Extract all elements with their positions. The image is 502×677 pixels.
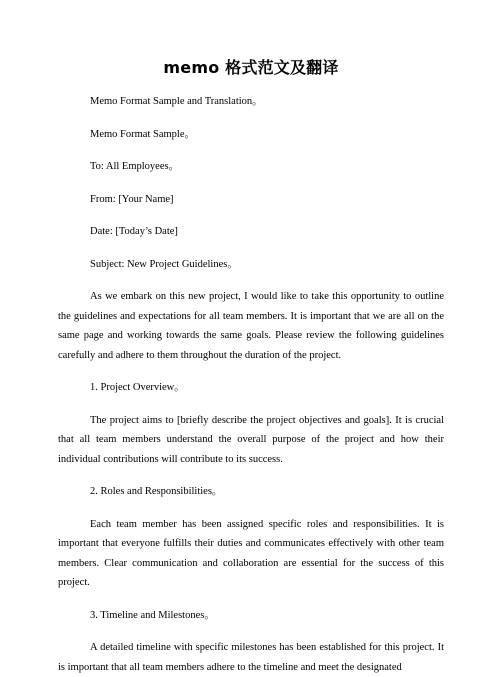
memo-date: Date: [Today’s Date]	[90, 226, 178, 237]
section-heading-overview: 1. Project Overview。	[90, 382, 185, 393]
memo-subheading: Memo Format Sample。	[90, 128, 195, 140]
memo-from: From: [Your Name]	[90, 193, 174, 205]
memo-heading: Memo Format Sample and Translation。	[90, 96, 263, 107]
intro-paragraph: As we embark on this new project, I would like to take this opportunity to outline the guidelines and expectations for all team members. It is important that we are all on the same page and working towards the same goals. Please review the following guidelines carefully and adhere to them throughout the duration of the project.	[58, 291, 444, 361]
section-heading-roles: 2. Roles and Responsibilities。	[90, 486, 223, 497]
memo-subject: Subject: New Project Guidelines。	[90, 258, 238, 270]
section-heading-timeline: 3. Timeline and Milestones。	[90, 609, 215, 621]
section-body-roles: Each team member has been assigned specific roles and responsibilities. It is important that everyone fulfills their duties and communicates effectively with other team members. Clear communication and collaboration are essential for the success of this project.	[58, 518, 444, 588]
section-body-timeline: A detailed timeline with specific milestones has been established for this project. It is important that all team members adhere to the timeline and meet the designated	[58, 642, 444, 673]
section-body-overview: The project aims to [briefly describe the project objectives and goals]. It is crucial that all team members understand the overall purpose of the project and how their individual contributions will contribute to its success.	[58, 414, 444, 465]
document-title: memo 格式范文及翻译	[163, 58, 339, 77]
memo-to: To: All Employees。	[90, 161, 180, 172]
